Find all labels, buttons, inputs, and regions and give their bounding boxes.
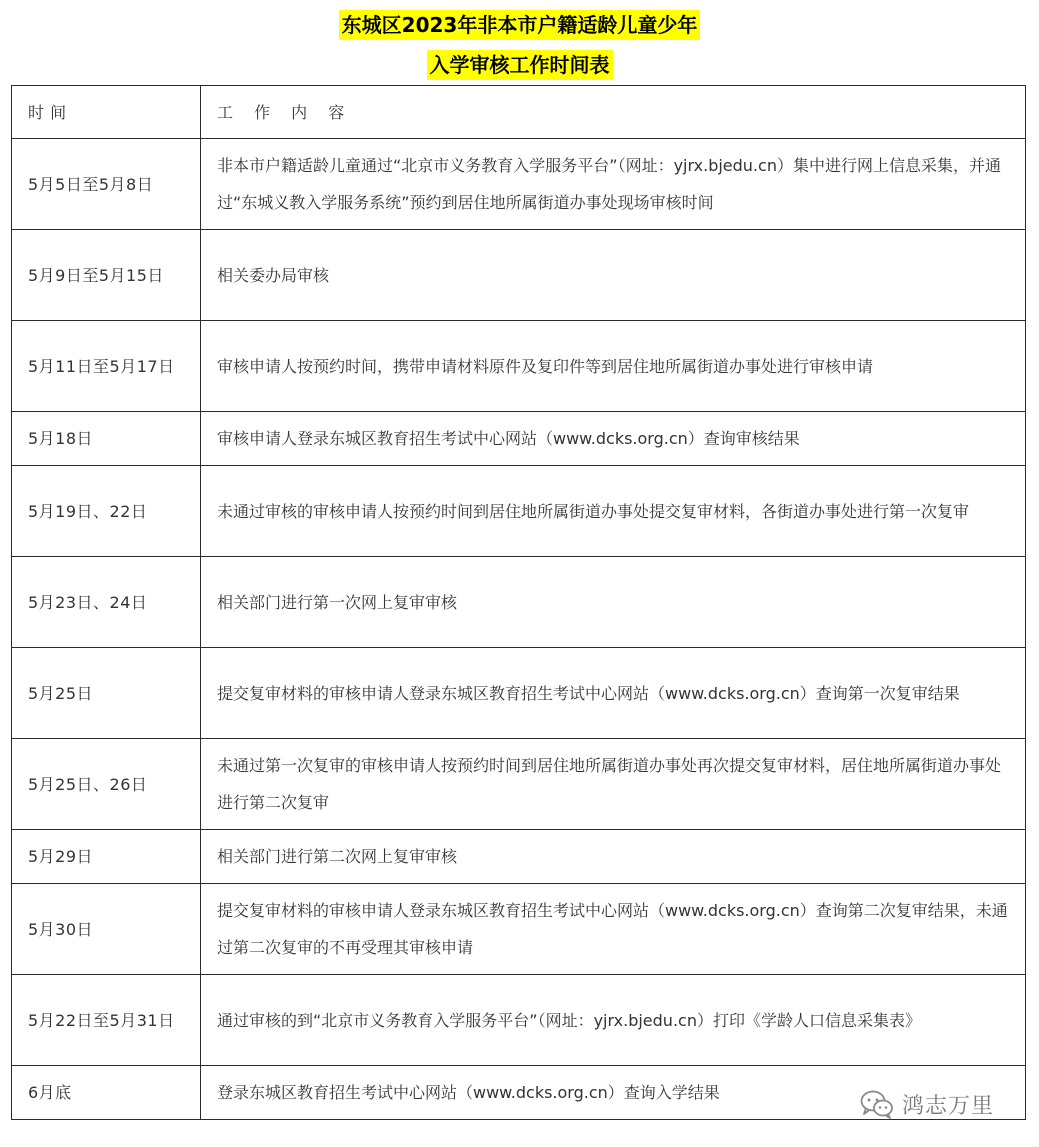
table-row: [12, 412, 1026, 466]
title-highlight-1: 东城区2023年非本市户籍适龄儿童少年: [339, 10, 701, 40]
row-content: 相关部门进行第二次网上复审审核: [201, 830, 1026, 884]
row-content: 未通过审核的审核申请人按预约时间到居住地所属街道办事处提交复审材料，各街道办事处进行第一次复审: [201, 466, 1026, 557]
row-time: 5月9日至5月15日: [12, 230, 201, 321]
table-row: [12, 139, 1026, 230]
row-time: 5月29日: [12, 830, 201, 884]
row-content: 相关部门进行第一次网上复审审核: [201, 557, 1026, 648]
table-row: [12, 321, 1026, 412]
table-row: [12, 975, 1026, 1066]
row-content: 审核申请人登录东城区教育招生考试中心网站（www.dcks.org.cn）查询审核结果: [201, 412, 1026, 466]
row-time: 5月30日: [12, 884, 201, 975]
row-time: 5月22日至5月31日: [12, 975, 201, 1066]
page-title-line-1: [0, 10, 1039, 44]
header-time: 时 间: [12, 86, 201, 139]
table-row: [12, 648, 1026, 739]
row-time: 5月19日、22日: [12, 466, 201, 557]
title-highlight-2: 入学审核工作时间表: [427, 50, 613, 80]
watermark: [860, 1086, 994, 1122]
header-content: 工 作 内 容: [201, 86, 1026, 139]
row-content: 提交复审材料的审核申请人登录东城区教育招生考试中心网站（www.dcks.org.cn）查询第一次复审结果: [201, 648, 1026, 739]
row-time: 6月底: [12, 1066, 201, 1120]
row-time: 5月25日、26日: [12, 739, 201, 830]
row-time: 5月11日至5月17日: [12, 321, 201, 412]
row-content: 通过审核的到“北京市义务教育入学服务平台”（网址：yjrx.bjedu.cn）打印《学龄人口信息采集表》: [201, 975, 1026, 1066]
table-row: [12, 230, 1026, 321]
row-content: 非本市户籍适龄儿童通过“北京市义务教育入学服务平台”（网址：yjrx.bjedu.cn）集中进行网上信息采集，并通过“东城义教入学服务系统”预约到居住地所属街道办事处现场审核时间: [201, 139, 1026, 230]
row-time: 5月23日、24日: [12, 557, 201, 648]
row-time: 5月25日: [12, 648, 201, 739]
page-title-line-2: [0, 50, 1039, 84]
table-row: [12, 739, 1026, 830]
watermark-text: 鸿志万里: [902, 1093, 995, 1119]
table-row: [12, 557, 1026, 648]
row-content: 登录东城区教育招生考试中心网站（www.dcks.org.cn）查询入学结果: [201, 1066, 1026, 1120]
schedule-table: [11, 85, 1026, 1120]
row-content: 审核申请人按预约时间，携带申请材料原件及复印件等到居住地所属街道办事处进行审核申请: [201, 321, 1026, 412]
row-content: 提交复审材料的审核申请人登录东城区教育招生考试中心网站（www.dcks.org.cn）查询第二次复审结果，未通过第二次复审的不再受理其审核申请: [201, 884, 1026, 975]
row-time: 5月5日至5月8日: [12, 139, 201, 230]
row-content: 相关委办局审核: [201, 230, 1026, 321]
row-time: 5月18日: [12, 412, 201, 466]
table-row: [12, 884, 1026, 975]
wechat-icon: [860, 1089, 894, 1119]
table-row: [12, 466, 1026, 557]
row-content: 未通过第一次复审的审核申请人按预约时间到居住地所属街道办事处再次提交复审材料，居住地所属街道办事处进行第二次复审: [201, 739, 1026, 830]
table-row: [12, 830, 1026, 884]
table-header-row: [12, 86, 1026, 139]
